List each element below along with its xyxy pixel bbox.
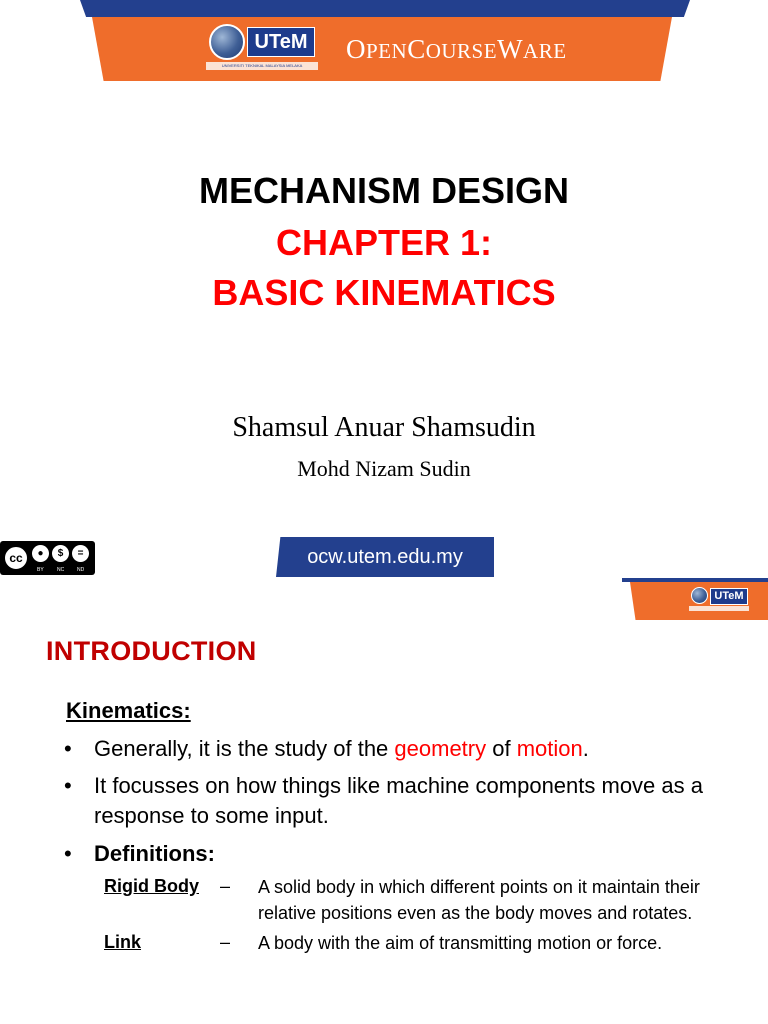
introduction-slide bbox=[0, 578, 768, 1024]
header-blue-band bbox=[622, 578, 768, 582]
course-title: MECHANISM DESIGN bbox=[198, 170, 570, 211]
definition-dash: – bbox=[220, 876, 231, 896]
definition-dash: – bbox=[220, 932, 231, 952]
definition-text-link: A body with the aim of transmitting motion or force. bbox=[258, 933, 663, 953]
website-url: ocw.utem.edu.my bbox=[307, 546, 463, 568]
header-blue-band bbox=[80, 0, 690, 17]
utem-logo: UTeM bbox=[247, 27, 315, 57]
bullet-text: It focusses on how things like machine components move as a response to some input. bbox=[94, 773, 703, 828]
section-heading: Kinematics: bbox=[66, 698, 191, 723]
highlight-motion: motion bbox=[516, 736, 583, 761]
utem-globe-icon bbox=[691, 587, 708, 604]
bullet-icon: • bbox=[64, 736, 72, 761]
noncommercial-icon: $ bbox=[52, 545, 69, 562]
author-primary: Shamsul Anuar Shamsudin bbox=[232, 412, 536, 443]
noderivatives-icon: = bbox=[72, 545, 89, 562]
highlight-geometry: geometry bbox=[394, 736, 487, 761]
nc-label: NC bbox=[57, 567, 65, 573]
chapter-title: BASIC KINEMATICS bbox=[212, 272, 556, 313]
definition-term-link: Link bbox=[104, 932, 142, 952]
by-label: BY bbox=[37, 567, 44, 573]
slide-title: INTRODUCTION bbox=[46, 636, 257, 666]
chapter-number: CHAPTER 1: bbox=[275, 222, 493, 263]
bullet-text: Definitions: bbox=[94, 841, 215, 866]
logo-subtitle-bar bbox=[689, 606, 749, 611]
definition-text-rigid-body: A solid body in which different points on it maintain their relative positions even as the body moves and rotates. bbox=[258, 877, 700, 923]
nd-label: ND bbox=[77, 567, 85, 573]
opencourseware-title: OPENCOURSEWARE bbox=[346, 34, 567, 64]
logo-subtitle: UNIVERSITI TEKNIKAL MALAYSIA MELAKA bbox=[221, 63, 303, 68]
bullet-icon: • bbox=[64, 841, 72, 866]
bullet-icon: • bbox=[64, 773, 72, 798]
creative-commons-license-badge bbox=[0, 541, 95, 575]
author-secondary: Mohd Nizam Sudin bbox=[297, 456, 471, 481]
bullet-text: Generally, it is the study of the geometry of motion. bbox=[94, 736, 589, 761]
by-icon: ● bbox=[32, 545, 49, 562]
cc-icon: cc bbox=[3, 545, 29, 571]
utem-logo: UTeM bbox=[710, 588, 748, 605]
definition-term-rigid-body: Rigid Body bbox=[104, 876, 199, 896]
utem-globe-icon bbox=[209, 24, 245, 60]
